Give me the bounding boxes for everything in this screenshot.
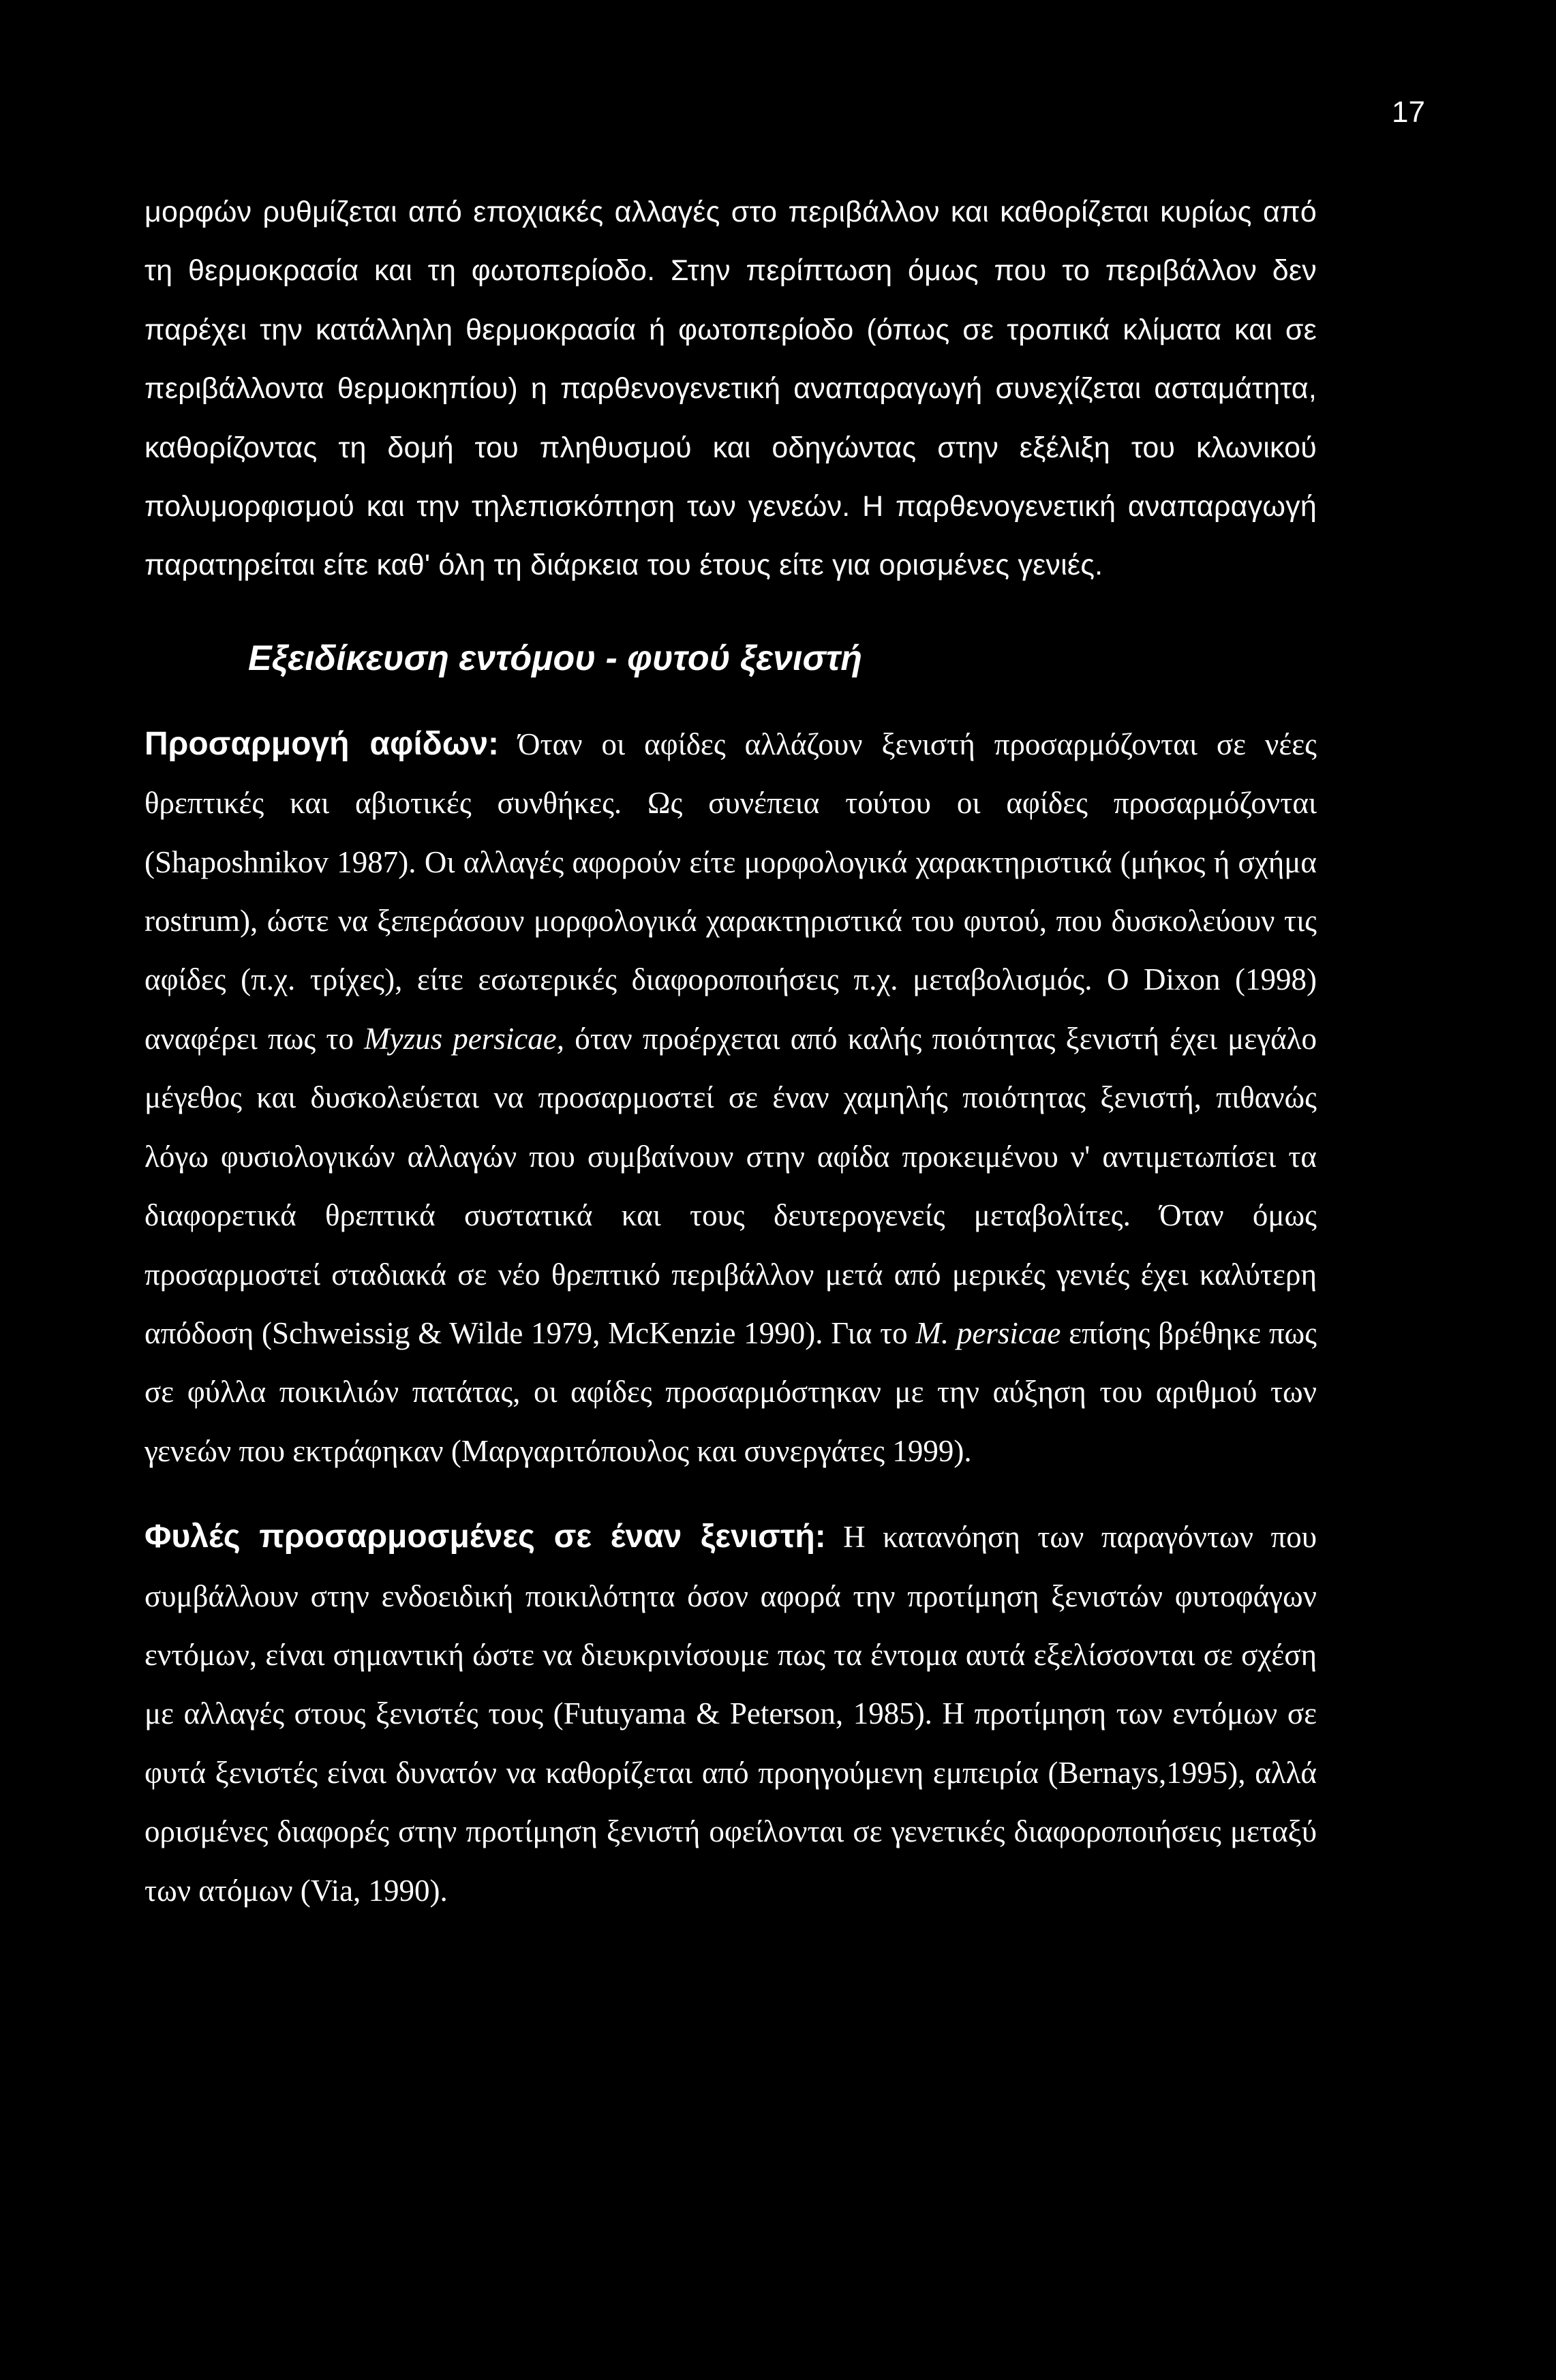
intro-paragraph: μορφών ρυθμίζεται από εποχιακές αλλαγές στο περιβάλλον και καθορίζεται κυρίως από τη θερμοκρασία και τη φωτοπερίοδο. Στην περίπτωση όμως που το περιβάλλον δεν παρέχει την κατάλληλη θερμοκρασία ή φωτοπερίοδο (όπως σε τροπικά κλίματα και σε περιβάλλοντα θερμοκηπίου) η παρθενογενετική αναπαραγωγή συνεχίζεται ασταμάτητα, καθορίζοντας τη δομή του πληθυσμού και οδηγώντας στην εξέλιξη του κλωνικού πολυμορφισμού και την τηλεπισκόπηση των γενεών. Η παρθενογενετική αναπαραγωγή παρατηρείται είτε καθ' όλη τη διάρκεια του έτους είτε για ορισμένες γενιές. xyxy=(144,196,1317,582)
adaptation-text-1: Όταν οι αφίδες αλλάζουν ξενιστή προσαρμόζονται σε νέες θρεπτικές και αβιοτικές συνθήκες. Ως συνέπεια τούτου οι αφίδες προσαρμόζονται (Shaposhnikov 1987). Οι αλλαγές αφορούν είτε μορφολογικά χαρακτηριστικά (μήκος ή σχήμα rostrum), ώστε να ξεπεράσουν μορφολογικά χαρακτηριστικά του φυτού, που δυσκολεύουν τις αφίδες (π.χ. τρίχες), είτε εσωτερικές διαφοροποιήσεις π.χ. μεταβολισμός. Ο Dixon (1998) αναφέρει πως το xyxy=(144,727,1317,1056)
page-number: 17 xyxy=(1392,95,1425,129)
section-heading: Εξειδίκευση εντόμου - φυτού ξενιστή xyxy=(248,638,862,678)
races-paragraph xyxy=(144,1508,1317,1920)
species-name-2: M. persicae xyxy=(915,1315,1061,1350)
races-text: Η κατανόηση των παραγόντων που συμβάλλουν στην ενδοειδική ποικιλότητα όσον αφορά την προτίμηση ξενιστών φυτοφάγων εντόμων, είναι σημαντική ώστε να διευκρινίσουμε πως τα έντομα αυτά εξελίσσονται σε σχέση με αλλαγές στους ξενιστές τους (Futuyama & Peterson, 1985). Η προτίμηση των εντόμων σε φυτά ξενιστές είναι δυνατόν να καθορίζεται από προηγούμενη εμπειρία (Bernays,1995), αλλά ορισμένες διαφορές στην προτίμηση ξενιστή οφείλονται σε γενετικές διαφοροποιήσεις μεταξύ των ατόμων (Via, 1990). xyxy=(144,1520,1317,1908)
adaptation-text-2: όταν προέρχεται από καλής ποιότητας ξενιστή έχει μεγάλο μέγεθος και δυσκολεύεται να προσαρμοστεί σε έναν χαμηλής ποιότητας ξενιστή, πιθανώς λόγω φυσιολογικών αλλαγών που συμβαίνουν στην αφίδα προκειμένου ν' αντιμετωπίσει τα διαφορετικά θρεπτικά συστατικά και τους δευτερογενείς μεταβολίτες. Όταν όμως προσαρμοστεί σταδιακά σε νέο θρεπτικό περιβάλλον μετά από μερικές γενιές έχει καλύτερη απόδοση (Schweissig & Wilde 1979, McKenzie 1990). Για το xyxy=(144,1021,1317,1350)
adaptation-text-3: επίσης βρέθηκε πως σε φύλλα ποικιλιών πατάτας, οι αφίδες προσαρμόστηκαν με την αύξηση του αριθμού των γενεών που εκτράφηκαν (Μαργαριτόπουλος και συνεργάτες 1999). xyxy=(144,1315,1317,1468)
races-label: Φυλές προσαρμοσμένες σε έναν ξενιστή: xyxy=(144,1519,826,1555)
adaptation-paragraph xyxy=(144,715,1317,1480)
species-name-1: Myzus persicae, xyxy=(364,1021,565,1056)
adaptation-label: Προσαρμογή αφίδων: xyxy=(144,725,500,762)
page-body xyxy=(144,183,1317,1920)
